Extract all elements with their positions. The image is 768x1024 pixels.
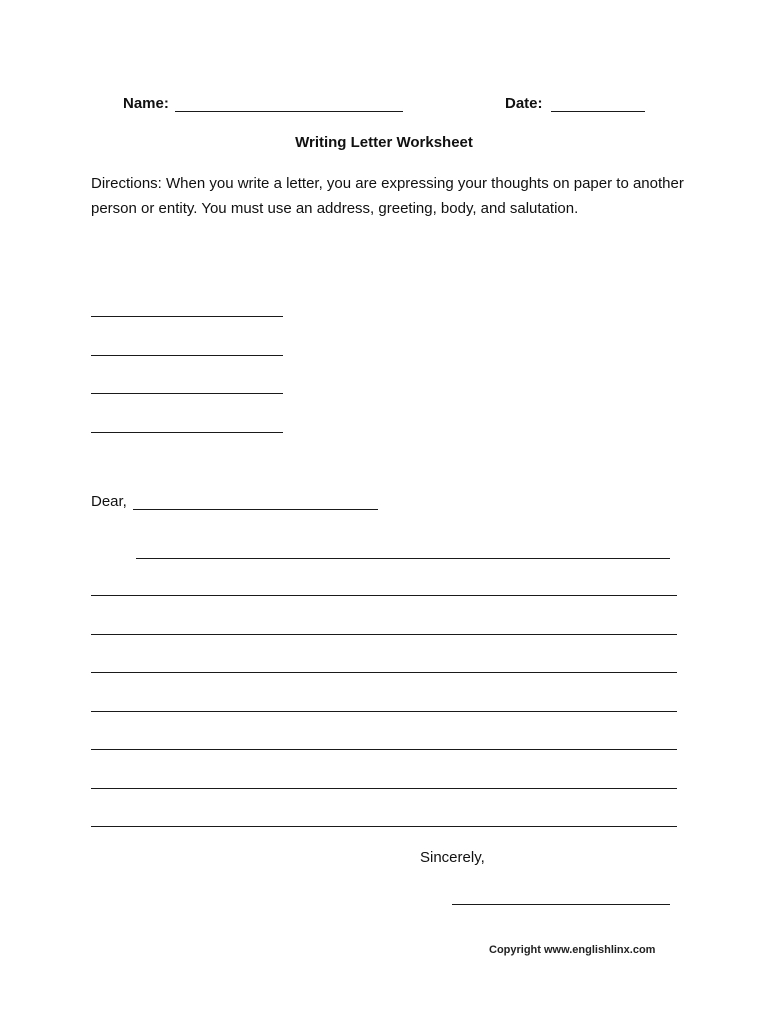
greeting-label: Dear, — [91, 493, 127, 510]
body-line-2[interactable] — [91, 634, 677, 635]
address-line-1[interactable] — [91, 316, 283, 317]
name-blank-line[interactable] — [175, 111, 403, 112]
body-line-3[interactable] — [91, 672, 677, 673]
body-line-6[interactable] — [91, 788, 677, 789]
name-label: Name: — [123, 95, 169, 112]
body-line-indented[interactable] — [136, 558, 670, 559]
address-line-3[interactable] — [91, 393, 283, 394]
directions-text: Directions: When you write a letter, you are expressing your thoughts on paper to another person or entity. You must use an address, greeting, body, and salutation. — [91, 175, 684, 217]
date-blank-line[interactable] — [551, 111, 645, 112]
signature-blank-line[interactable] — [452, 904, 670, 905]
body-line-7[interactable] — [91, 826, 677, 827]
body-line-5[interactable] — [91, 749, 677, 750]
body-line-1[interactable] — [91, 595, 677, 596]
address-line-2[interactable] — [91, 355, 283, 356]
worksheet-title: Writing Letter Worksheet — [295, 134, 473, 151]
date-label: Date: — [505, 95, 543, 112]
closing-label: Sincerely, — [420, 849, 485, 866]
copyright-text: Copyright www.englishlinx.com — [489, 944, 656, 956]
address-line-4[interactable] — [91, 432, 283, 433]
body-line-4[interactable] — [91, 711, 677, 712]
greeting-blank-line[interactable] — [133, 509, 378, 510]
